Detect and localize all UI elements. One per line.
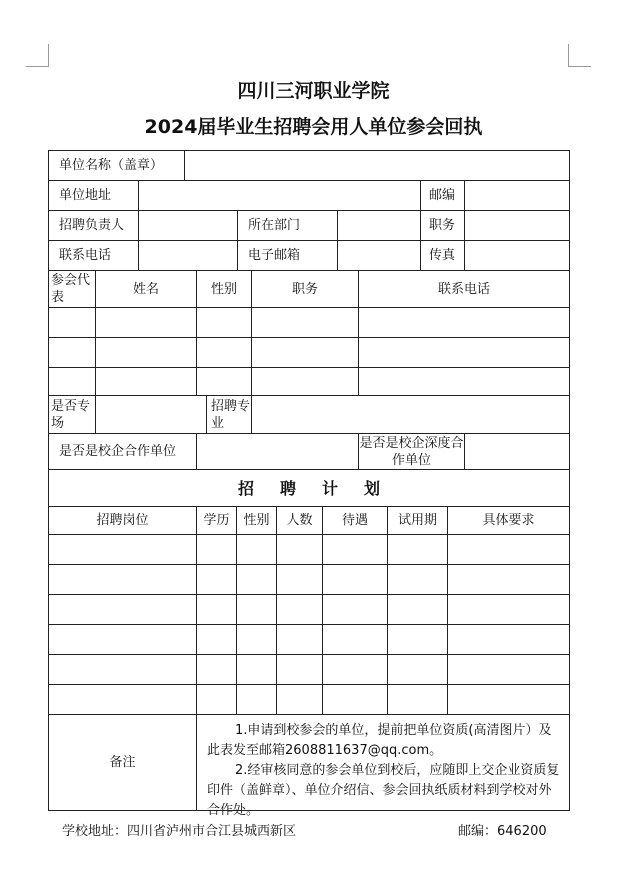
coop-unit-label: 是否是校企合作单位 <box>49 434 197 470</box>
plan-row-5-salary[interactable] <box>323 655 388 685</box>
deep-coop-unit-label: 是否是校企深度合作单位 <box>359 434 465 470</box>
phone-field[interactable] <box>139 241 238 271</box>
plan-row-1-probation[interactable] <box>388 535 448 565</box>
attendee-row-2-gender[interactable] <box>197 338 252 368</box>
plan-row-4-post[interactable] <box>49 625 197 655</box>
plan-row-5-count[interactable] <box>277 655 323 685</box>
plan-row-3-salary[interactable] <box>323 595 388 625</box>
notes-label: 备注 <box>49 715 197 811</box>
document-title: 2024届毕业生招聘会用人单位参会回执 <box>144 116 483 138</box>
recruiter-label: 招聘负责人 <box>49 211 139 241</box>
note-2: 2.经审核同意的参会单位到校后，应随即上交企业资质复印件（盖鲜章）、单位介绍信、参会回执纸质材料到学校对外合作处。 <box>207 763 560 818</box>
attendee-row-1-phone[interactable] <box>359 308 570 338</box>
deep-coop-unit-field[interactable] <box>465 434 570 470</box>
plan-row-6-probation[interactable] <box>388 685 448 715</box>
plan-row-2-requirements[interactable] <box>448 565 570 595</box>
unit-address-field[interactable] <box>139 181 421 211</box>
plan-row-1-post[interactable] <box>49 535 197 565</box>
notes-content <box>197 715 570 818</box>
gender-header: 性别 <box>197 271 252 308</box>
postcode-label: 邮编 <box>421 181 465 211</box>
plan-row-4-count[interactable] <box>277 625 323 655</box>
special-session-field[interactable] <box>96 396 207 434</box>
plan-row-3-gender[interactable] <box>237 595 277 625</box>
footer-address-label: 学校地址： <box>62 824 128 839</box>
plan-row-4-requirements[interactable] <box>448 625 570 655</box>
plan-row-1-count[interactable] <box>277 535 323 565</box>
plan-row-2-salary[interactable] <box>323 565 388 595</box>
footer-postcode-label: 邮编： <box>458 824 498 839</box>
special-session-label: 是否专场 <box>49 396 96 434</box>
plan-row-2-education[interactable] <box>197 565 237 595</box>
phone-label: 联系电话 <box>49 241 139 271</box>
attendee-row-3-title[interactable] <box>252 368 359 396</box>
receipt-form-table <box>48 150 570 818</box>
recruiter-field[interactable] <box>139 211 238 241</box>
unit-name-field[interactable] <box>185 151 570 181</box>
department-label: 所在部门 <box>238 211 338 241</box>
plan-row-6-education[interactable] <box>197 685 237 715</box>
department-field[interactable] <box>338 211 421 241</box>
plan-row-3-post[interactable] <box>49 595 197 625</box>
attendee-row-1-index <box>49 308 96 338</box>
email-field[interactable] <box>338 241 421 271</box>
postcode-field[interactable] <box>465 181 570 211</box>
fax-field[interactable] <box>465 241 570 271</box>
footer-address-value: 四川省泸州市合江县城西新区 <box>127 824 297 839</box>
plan-row-1-gender[interactable] <box>237 535 277 565</box>
footer-address <box>62 820 296 839</box>
plan-row-4-gender[interactable] <box>237 625 277 655</box>
plan-row-1-education[interactable] <box>197 535 237 565</box>
attendee-row-3-phone[interactable] <box>359 368 570 396</box>
plan-row-6-gender[interactable] <box>237 685 277 715</box>
footer-postcode <box>458 820 547 839</box>
page-corner-mark-left <box>26 44 49 67</box>
plan-row-2-gender[interactable] <box>237 565 277 595</box>
attendee-row-2-phone[interactable] <box>359 338 570 368</box>
plan-row-1-salary[interactable] <box>323 535 388 565</box>
attendee-row-3-gender[interactable] <box>197 368 252 396</box>
unit-name-label: 单位名称（盖章） <box>49 151 185 181</box>
plan-row-4-salary[interactable] <box>323 625 388 655</box>
plan-row-5-requirements[interactable] <box>448 655 570 685</box>
plan-row-4-probation[interactable] <box>388 625 448 655</box>
attendee-row-2-index <box>49 338 96 368</box>
plan-header-salary: 待遇 <box>323 507 388 535</box>
plan-row-6-salary[interactable] <box>323 685 388 715</box>
contact-phone-header: 联系电话 <box>359 271 570 308</box>
email-label: 电子邮箱 <box>238 241 338 271</box>
plan-row-6-post[interactable] <box>49 685 197 715</box>
plan-row-1-requirements[interactable] <box>448 535 570 565</box>
school-title: 四川三河职业学院 <box>237 80 390 102</box>
plan-row-6-count[interactable] <box>277 685 323 715</box>
attendee-row-2-name[interactable] <box>96 338 197 368</box>
recruit-major-field[interactable] <box>252 396 570 434</box>
plan-header-probation: 试用期 <box>388 507 448 535</box>
attendee-rep-label: 参会代表 <box>49 271 96 308</box>
attendee-row-1-gender[interactable] <box>197 308 252 338</box>
plan-row-3-probation[interactable] <box>388 595 448 625</box>
plan-row-5-gender[interactable] <box>237 655 277 685</box>
position-label: 职务 <box>421 211 465 241</box>
plan-row-5-probation[interactable] <box>388 655 448 685</box>
recruit-major-label: 招聘专业 <box>207 396 252 434</box>
plan-row-4-education[interactable] <box>197 625 237 655</box>
plan-header-education: 学历 <box>197 507 237 535</box>
plan-row-3-education[interactable] <box>197 595 237 625</box>
position-field[interactable] <box>465 211 570 241</box>
attendee-row-2-title[interactable] <box>252 338 359 368</box>
name-header: 姓名 <box>96 271 197 308</box>
plan-row-2-probation[interactable] <box>388 565 448 595</box>
attendee-row-3-index <box>49 368 96 396</box>
note-1: 1.申请到校参会的单位，提前把单位资质(高清图片）及此表发至邮箱2608811637@qq.com。 <box>207 723 552 758</box>
attendee-row-1-name[interactable] <box>96 308 197 338</box>
plan-header-post: 招聘岗位 <box>49 507 197 535</box>
plan-row-2-post[interactable] <box>49 565 197 595</box>
plan-header-requirements: 具体要求 <box>448 507 570 535</box>
attendee-row-1-title[interactable] <box>252 308 359 338</box>
plan-row-5-education[interactable] <box>197 655 237 685</box>
plan-row-6-requirements[interactable] <box>448 685 570 715</box>
recruitment-plan-title: 招聘计划 <box>49 470 570 507</box>
plan-row-2-count[interactable] <box>277 565 323 595</box>
attendee-row-3-name[interactable] <box>96 368 197 396</box>
job-title-header: 职务 <box>252 271 359 308</box>
coop-unit-field[interactable] <box>197 434 359 470</box>
footer-postcode-value: 646200 <box>497 824 547 839</box>
page-corner-mark-right <box>568 44 591 67</box>
plan-header-gender: 性别 <box>237 507 277 535</box>
plan-header-count: 人数 <box>277 507 323 535</box>
plan-row-3-requirements[interactable] <box>448 595 570 625</box>
unit-address-label: 单位地址 <box>49 181 139 211</box>
plan-row-5-post[interactable] <box>49 655 197 685</box>
fax-label: 传真 <box>421 241 465 271</box>
plan-row-3-count[interactable] <box>277 595 323 625</box>
